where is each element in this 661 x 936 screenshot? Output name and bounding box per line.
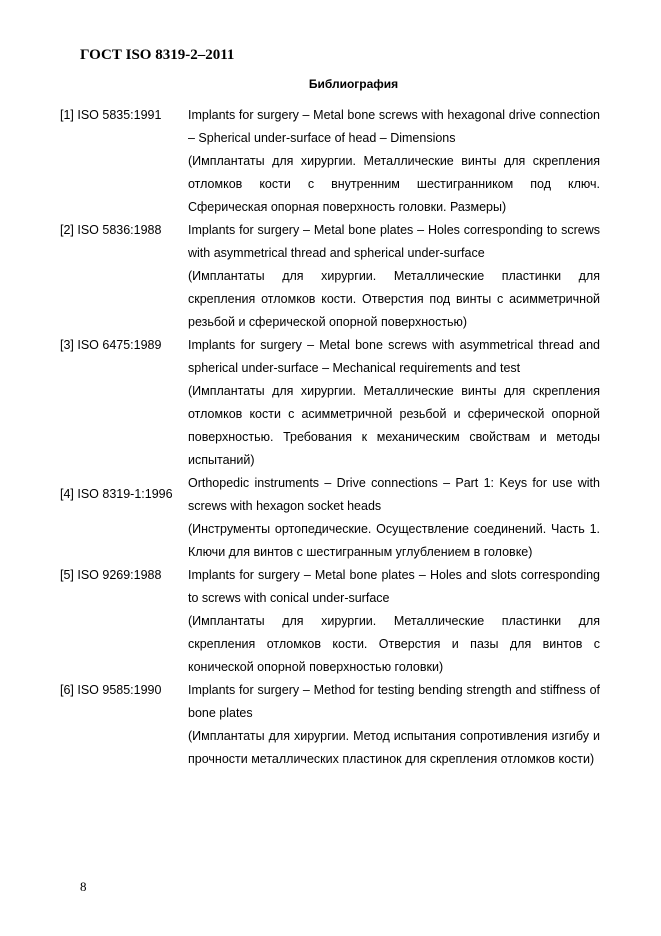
entry-title-ru: (Имплантаты для хирургии. Металлические винты для скрепления отломков кости с асимметричной резьбой и сферической опорной поверхностью. Требования к механическим свойствам и методы испытаний) bbox=[188, 384, 600, 467]
bibliography-entry-4 bbox=[60, 472, 600, 564]
entry-reference-text: [4] ISO 8319-1:1996 bbox=[60, 487, 173, 501]
entry-body bbox=[188, 219, 600, 334]
entry-reference: [1] ISO 5835:1991 bbox=[60, 108, 162, 122]
entry-title-en: Orthopedic instruments – Drive connections – Part 1: Keys for use with screws with hexagon socket heads bbox=[188, 476, 600, 513]
entry-title-ru: (Имплантаты для хирургии. Металлические пластинки для скрепления отломков кости. Отверстия и пазы для винтов с конической опорной поверхностью головки) bbox=[188, 614, 600, 674]
entry-body bbox=[188, 564, 600, 679]
bibliography-entry-5 bbox=[60, 564, 600, 679]
document-header: ГОСТ ISO 8319-2–2011 bbox=[80, 47, 235, 63]
entry-body bbox=[188, 679, 600, 771]
entry-body bbox=[188, 104, 600, 219]
entry-title-en: Implants for surgery – Method for testing bending strength and stiffness of bone plates bbox=[188, 683, 600, 720]
entry-title-en: Implants for surgery – Metal bone plates – Holes corresponding to screws with asymmetrical thread and spherical under-surface bbox=[188, 223, 600, 260]
bibliography-title: Библиография bbox=[308, 77, 399, 91]
entry-reference: [3] ISO 6475:1989 bbox=[60, 338, 162, 352]
entry-body bbox=[188, 334, 600, 472]
entry-reference bbox=[60, 472, 188, 506]
page-number: 8 bbox=[80, 879, 87, 894]
entry-title-en: Implants for surgery – Metal bone screws with asymmetrical thread and spherical under-surface – Mechanical requirements and test bbox=[188, 338, 600, 375]
entry-title-ru: (Имплантаты для хирургии. Металлические пластинки для скрепления отломков кости. Отверстия под винты с асимметричной резьбой и сферической опорной поверхностью) bbox=[188, 269, 600, 329]
bibliography-entry-6 bbox=[60, 679, 600, 771]
entry-title-en: Implants for surgery – Metal bone plates – Holes and slots corresponding to screws with conical under-surface bbox=[188, 568, 600, 605]
entry-body bbox=[188, 472, 600, 564]
entry-title-ru: (Инструменты ортопедические. Осуществление соединений. Часть 1. Ключи для винтов с шестигранным углублением в головке) bbox=[188, 522, 600, 559]
bibliography-entry-1 bbox=[60, 104, 600, 219]
entry-title-en: Implants for surgery – Metal bone screws with hexagonal drive connection – Spherical under-surface of head – Dimensions bbox=[188, 108, 600, 145]
entry-reference: [6] ISO 9585:1990 bbox=[60, 683, 162, 697]
bibliography-entry-3 bbox=[60, 334, 600, 472]
entry-reference: [5] ISO 9269:1988 bbox=[60, 568, 162, 582]
entry-reference: [2] ISO 5836:1988 bbox=[60, 223, 162, 237]
bibliography-entry-2 bbox=[60, 219, 600, 334]
entry-title-ru: (Имплантаты для хирургии. Металлические винты для скрепления отломков кости с внутренним шестигранником под ключ. Сферическая опорная поверхность головки. Размеры) bbox=[188, 154, 600, 214]
entry-title-ru: (Имплантаты для хирургии. Метод испытания сопротивления изгибу и прочности металлических пластинок для скрепления отломков кости) bbox=[188, 729, 600, 766]
bibliography-list bbox=[60, 104, 600, 771]
